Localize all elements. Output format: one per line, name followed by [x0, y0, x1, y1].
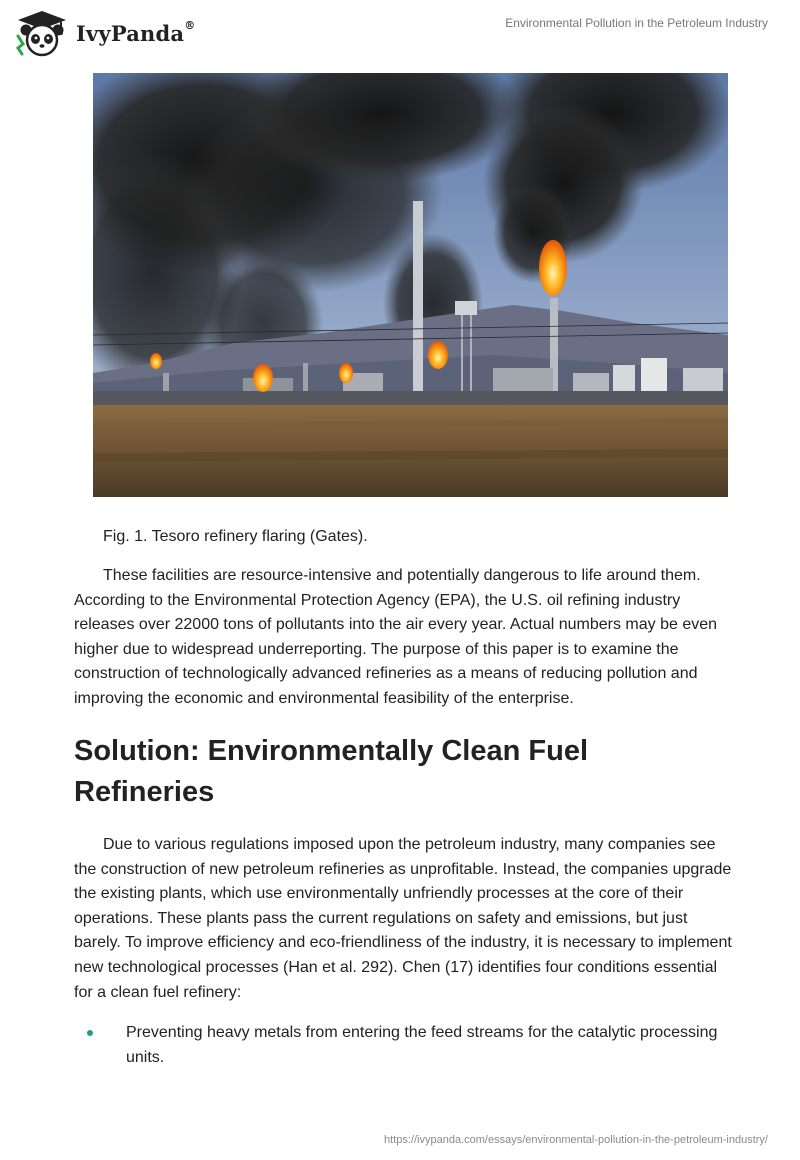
conditions-list	[74, 1021, 734, 1070]
section-heading: Solution: Environmentally Clean Fuel Refineries	[74, 735, 588, 808]
bullet-dot-icon	[87, 1030, 93, 1036]
refinery-photo	[93, 73, 728, 497]
panda-logo-icon	[14, 8, 70, 58]
running-title: Environmental Pollution in the Petroleum Industry	[505, 16, 768, 30]
body-paragraph: These facilities are resource-intensive and potentially dangerous to life around them. According to the Environmental Protection Agency (EPA), the U.S. oil refining industry releases over 22000 tons of pollutants into the air every year. Actual numbers may be even higher due to widespread underreporting. The purpose of this paper is to examine the construction of technologically advanced refineries as a means of reducing pollution and improving the economic and environmental feasibility of the enterprise.	[74, 567, 718, 707]
brand-name: IvyPanda®	[76, 18, 196, 46]
brand-logo[interactable]	[14, 8, 195, 58]
figure-caption: Fig. 1. Tesoro refinery flaring (Gates).	[103, 528, 368, 545]
list-item-text: Preventing heavy metals from entering the feed streams for the catalytic processing units.	[126, 1024, 718, 1066]
page-header	[0, 0, 800, 70]
registered-mark: ®	[184, 18, 196, 32]
body-paragraph: Due to various regulations imposed upon the petroleum industry, many companies see the construction of new petroleum refineries as unprofitable. Instead, the companies upgrade the existing plants, which use environmentally unfriendly processes at the core of their operations. These plants pass the current regulations on safety and emissions, but just barely. To improve efficiency and eco-friendliness of the industry, it is necessary to implement new technological processes (Han et al. 292). Chen (17) identifies four conditions essential for a clean fuel refinery:	[74, 836, 732, 1001]
source-url-link[interactable]: https://ivypanda.com/essays/environmental-pollution-in-the-petroleum-industry/	[384, 1134, 768, 1146]
list-item	[74, 1021, 734, 1070]
